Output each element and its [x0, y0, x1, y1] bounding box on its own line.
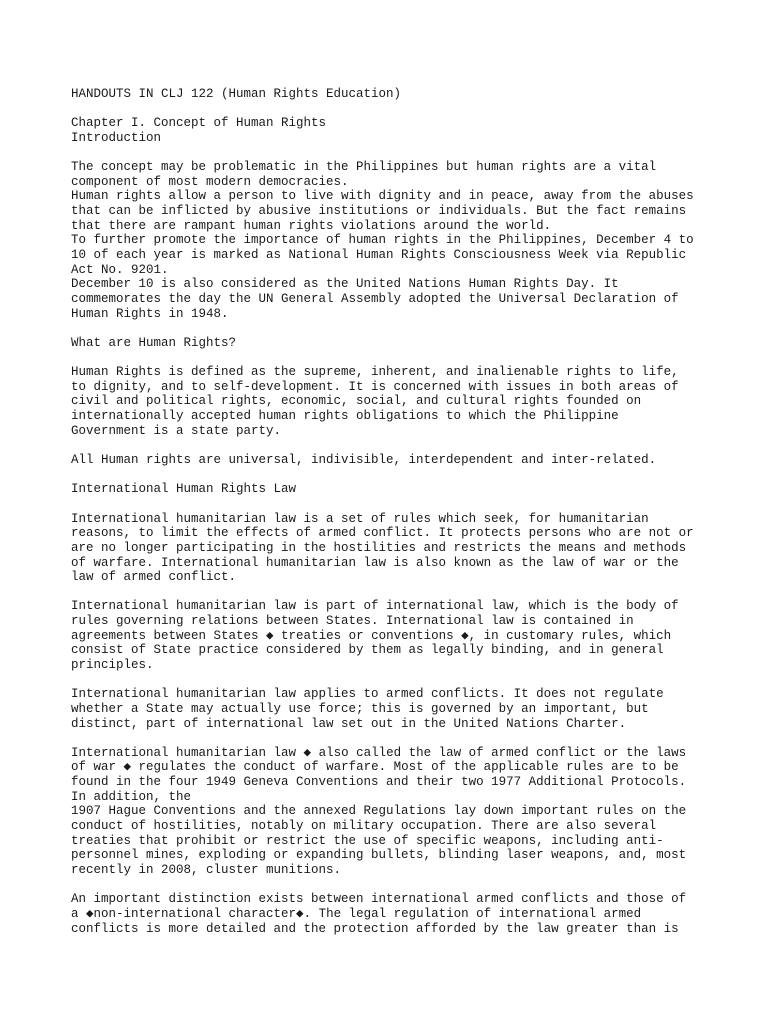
text-line: component of most modern democracies. — [71, 174, 349, 189]
text-line: To further promote the importance of human rights in the Philippines, December 4 to — [71, 233, 694, 248]
text-line: All Human rights are universal, indivisible, interdependent and inter-related. — [71, 453, 657, 468]
text-line: agreements between States ◆ treaties or conventions ◆, in customary rules, which — [71, 628, 672, 643]
text-line: Human rights allow a person to live with dignity and in peace, away from the abuses — [71, 189, 694, 204]
text-line: that there are rampant human rights violations around the world. — [71, 218, 552, 233]
text-line: In addition, the — [71, 789, 192, 804]
text-line: What are Human Rights? — [71, 335, 237, 350]
text-line: Introduction — [71, 130, 162, 145]
text-line: The concept may be problematic in the Philippines but human rights are a vital — [71, 160, 657, 175]
text-line: December 10 is also considered as the United Nations Human Rights Day. It — [71, 277, 619, 292]
text-line: Government is a state party. — [71, 423, 282, 438]
text-line: found in the four 1949 Geneva Conventions and their two 1977 Additional Protocols. — [71, 775, 687, 790]
text-line: of war ◆ regulates the conduct of warfare. Most of the applicable rules are to be — [71, 760, 679, 775]
text-line: Act No. 9201. — [71, 262, 169, 277]
text-line: reasons, to limit the effects of armed conflict. It protects persons who are not or — [71, 526, 694, 541]
text-line: internationally accepted human rights obligations to which the Philippine — [71, 409, 619, 424]
text-line: a ◆non-international character◆. The legal regulation of international armed — [71, 906, 642, 921]
text-line: 10 of each year is marked as National Human Rights Consciousness Week via Republic — [71, 248, 687, 263]
text-line: are no longer participating in the hostilities and restricts the means and methods — [71, 540, 687, 555]
text-line — [71, 731, 731, 746]
text-line: that can be inflicted by abusive institutions or individuals. But the fact remains — [71, 204, 687, 219]
text-line: conduct of hostilities, notably on military occupation. There are also several — [71, 819, 657, 834]
text-line — [71, 585, 731, 600]
text-line: to dignity, and to self-development. It is concerned with issues in both areas of — [71, 379, 679, 394]
text-line: Human Rights in 1948. — [71, 306, 229, 321]
text-line — [71, 438, 731, 453]
text-line: International Human Rights Law — [71, 482, 297, 497]
text-line: treaties that prohibit or restrict the use of specific weapons, including anti- — [71, 833, 664, 848]
text-line: law of armed conflict. — [71, 570, 237, 585]
text-line: Human Rights is defined as the supreme, inherent, and inalienable rights to life, — [71, 365, 679, 380]
text-line: International humanitarian law applies to armed conflicts. It does not regulate — [71, 687, 664, 702]
text-line: conflicts is more detailed and the protection afforded by the law greater than is — [71, 921, 679, 936]
text-line: of warfare. International humanitarian law is also known as the law of war or the — [71, 555, 679, 570]
text-line: principles. — [71, 657, 154, 672]
text-line — [71, 497, 731, 512]
text-line: International humanitarian law ◆ also called the law of armed conflict or the laws — [71, 745, 687, 760]
text-line: distinct, part of international law set out in the United Nations Charter. — [71, 716, 627, 731]
text-line: 1907 Hague Conventions and the annexed Regulations lay down important rules on the — [71, 804, 687, 819]
text-line — [71, 321, 731, 336]
text-line: personnel mines, exploding or expanding bullets, blinding laser weapons, and, most — [71, 848, 687, 863]
text-line: consist of State practice considered by them as legally binding, and in general — [71, 643, 664, 658]
document-page — [71, 87, 731, 936]
text-line: HANDOUTS IN CLJ 122 (Human Rights Education) — [71, 87, 402, 101]
text-line: rules governing relations between States. International law is contained in — [71, 614, 634, 629]
text-line — [71, 673, 731, 688]
text-line: International humanitarian law is a set of rules which seek, for humanitarian — [71, 511, 649, 526]
text-line: An important distinction exists between international armed conflicts and those of — [71, 892, 687, 907]
text-line — [71, 878, 731, 893]
text-line: International humanitarian law is part of international law, which is the body of — [71, 599, 679, 614]
text-line — [71, 351, 731, 366]
text-line — [71, 146, 731, 161]
text-line: civil and political rights, economic, social, and cultural rights founded on — [71, 394, 642, 409]
text-line — [71, 468, 731, 483]
text-line: Chapter I. Concept of Human Rights — [71, 116, 327, 131]
text-line: recently in 2008, cluster munitions. — [71, 862, 342, 877]
text-line: commemorates the day the UN General Assembly adopted the Universal Declaration of — [71, 291, 679, 306]
text-line — [71, 102, 731, 117]
text-line: whether a State may actually use force; this is governed by an important, but — [71, 701, 649, 716]
